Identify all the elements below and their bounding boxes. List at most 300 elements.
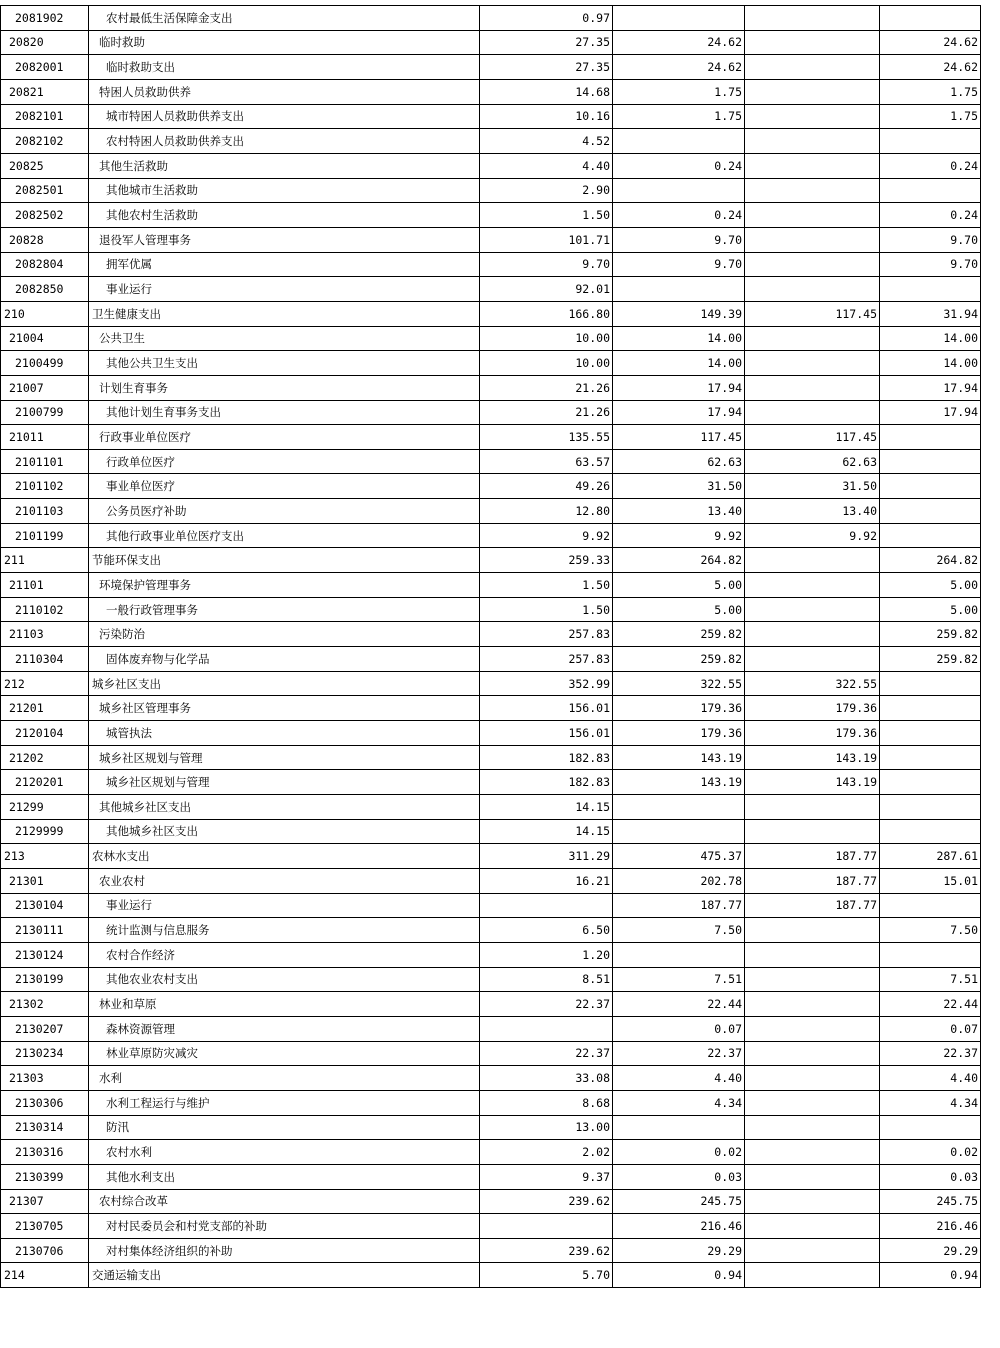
- value-cell-col1: 239.62: [480, 1189, 613, 1214]
- value-cell-col1: 4.52: [480, 129, 613, 154]
- value-cell-col2: 143.19: [613, 770, 745, 795]
- table-row: [1, 449, 981, 474]
- value-cell-col4: 1.75: [880, 79, 981, 104]
- value-cell-col4: 245.75: [880, 1189, 981, 1214]
- value-cell-col2: [613, 942, 745, 967]
- value-cell-col3: [745, 942, 880, 967]
- account-name-cell: 事业运行: [89, 893, 480, 918]
- account-name-cell: 计划生育事务: [89, 375, 480, 400]
- table-row: [1, 30, 981, 55]
- value-cell-col2: 1.75: [613, 79, 745, 104]
- value-cell-col3: [745, 252, 880, 277]
- value-cell-col2: 24.62: [613, 30, 745, 55]
- value-cell-col1: 22.37: [480, 1041, 613, 1066]
- table-row: [1, 104, 981, 129]
- value-cell-col1: 311.29: [480, 844, 613, 869]
- account-code-cell: 21201: [1, 696, 89, 721]
- account-code-cell: 21007: [1, 375, 89, 400]
- value-cell-col1: 156.01: [480, 721, 613, 746]
- account-name-cell: 拥军优属: [89, 252, 480, 277]
- table-row: [1, 844, 981, 869]
- value-cell-col1: 166.80: [480, 301, 613, 326]
- value-cell-col3: 187.77: [745, 844, 880, 869]
- value-cell-col4: 0.07: [880, 1016, 981, 1041]
- account-name-cell: 城乡社区支出: [89, 671, 480, 696]
- account-code-cell: 2130316: [1, 1140, 89, 1165]
- value-cell-col4: 287.61: [880, 844, 981, 869]
- value-cell-col2: 29.29: [613, 1238, 745, 1263]
- value-cell-col2: 14.00: [613, 351, 745, 376]
- table-row: [1, 499, 981, 524]
- value-cell-col2: 322.55: [613, 671, 745, 696]
- table-body: [1, 6, 981, 1288]
- value-cell-col2: 31.50: [613, 474, 745, 499]
- value-cell-col4: 0.24: [880, 153, 981, 178]
- account-name-cell: 城乡社区规划与管理: [89, 770, 480, 795]
- value-cell-col2: 0.24: [613, 153, 745, 178]
- value-cell-col1: 14.15: [480, 819, 613, 844]
- value-cell-col2: 4.34: [613, 1090, 745, 1115]
- value-cell-col3: [745, 203, 880, 228]
- account-name-cell: 环境保护管理事务: [89, 573, 480, 598]
- value-cell-col3: 117.45: [745, 425, 880, 450]
- value-cell-col1: 10.16: [480, 104, 613, 129]
- account-code-cell: 21103: [1, 622, 89, 647]
- value-cell-col2: 179.36: [613, 721, 745, 746]
- value-cell-col3: [745, 104, 880, 129]
- account-name-cell: 农村特困人员救助供养支出: [89, 129, 480, 154]
- account-code-cell: 21301: [1, 868, 89, 893]
- account-name-cell: 其他水利支出: [89, 1164, 480, 1189]
- value-cell-col4: 5.00: [880, 597, 981, 622]
- value-cell-col1: 1.20: [480, 942, 613, 967]
- value-cell-col2: 0.02: [613, 1140, 745, 1165]
- value-cell-col1: 2.02: [480, 1140, 613, 1165]
- value-cell-col3: [745, 227, 880, 252]
- account-name-cell: 退役军人管理事务: [89, 227, 480, 252]
- account-name-cell: 卫生健康支出: [89, 301, 480, 326]
- value-cell-col3: [745, 375, 880, 400]
- value-cell-col3: 62.63: [745, 449, 880, 474]
- value-cell-col1: [480, 1016, 613, 1041]
- value-cell-col1: 33.08: [480, 1066, 613, 1091]
- table-row: [1, 795, 981, 820]
- table-row: [1, 178, 981, 203]
- account-name-cell: 对村民委员会和村党支部的补助: [89, 1214, 480, 1239]
- value-cell-col2: 187.77: [613, 893, 745, 918]
- value-cell-col4: [880, 425, 981, 450]
- value-cell-col4: 1.75: [880, 104, 981, 129]
- value-cell-col2: 179.36: [613, 696, 745, 721]
- value-cell-col3: [745, 573, 880, 598]
- value-cell-col4: 264.82: [880, 548, 981, 573]
- value-cell-col1: 16.21: [480, 868, 613, 893]
- account-code-cell: 21303: [1, 1066, 89, 1091]
- table-row: [1, 696, 981, 721]
- account-code-cell: 2130705: [1, 1214, 89, 1239]
- value-cell-col2: 22.37: [613, 1041, 745, 1066]
- value-cell-col1: 182.83: [480, 770, 613, 795]
- account-code-cell: 2130706: [1, 1238, 89, 1263]
- value-cell-col4: [880, 942, 981, 967]
- value-cell-col2: 17.94: [613, 375, 745, 400]
- account-name-cell: 临时救助: [89, 30, 480, 55]
- account-name-cell: 固体废弃物与化学品: [89, 647, 480, 672]
- value-cell-col4: 5.00: [880, 573, 981, 598]
- value-cell-col4: [880, 671, 981, 696]
- value-cell-col3: 187.77: [745, 893, 880, 918]
- account-name-cell: 其他农业农村支出: [89, 967, 480, 992]
- value-cell-col2: 259.82: [613, 647, 745, 672]
- table-row: [1, 992, 981, 1017]
- value-cell-col3: 187.77: [745, 868, 880, 893]
- value-cell-col4: [880, 474, 981, 499]
- account-name-cell: 交通运输支出: [89, 1263, 480, 1288]
- value-cell-col4: [880, 893, 981, 918]
- value-cell-col1: 1.50: [480, 597, 613, 622]
- table-row: [1, 6, 981, 31]
- value-cell-col4: 17.94: [880, 375, 981, 400]
- account-code-cell: 21299: [1, 795, 89, 820]
- account-name-cell: 特困人员救助供养: [89, 79, 480, 104]
- value-cell-col2: 62.63: [613, 449, 745, 474]
- value-cell-col3: [745, 622, 880, 647]
- value-cell-col2: [613, 178, 745, 203]
- table-row: [1, 301, 981, 326]
- value-cell-col3: [745, 178, 880, 203]
- value-cell-col4: 7.50: [880, 918, 981, 943]
- table-row: [1, 129, 981, 154]
- account-name-cell: 公共卫生: [89, 326, 480, 351]
- table-row: [1, 277, 981, 302]
- account-code-cell: 2130124: [1, 942, 89, 967]
- value-cell-col1: 92.01: [480, 277, 613, 302]
- value-cell-col3: [745, 548, 880, 573]
- account-code-cell: 2082101: [1, 104, 89, 129]
- value-cell-col4: 24.62: [880, 55, 981, 80]
- account-code-cell: 20821: [1, 79, 89, 104]
- table-row: [1, 770, 981, 795]
- value-cell-col2: 7.50: [613, 918, 745, 943]
- value-cell-col4: 17.94: [880, 400, 981, 425]
- value-cell-col2: 14.00: [613, 326, 745, 351]
- value-cell-col2: 149.39: [613, 301, 745, 326]
- table-row: [1, 1238, 981, 1263]
- value-cell-col1: 14.68: [480, 79, 613, 104]
- table-row: [1, 573, 981, 598]
- account-name-cell: 城乡社区管理事务: [89, 696, 480, 721]
- account-name-cell: 事业单位医疗: [89, 474, 480, 499]
- account-code-cell: 21011: [1, 425, 89, 450]
- table-row: [1, 548, 981, 573]
- value-cell-col4: 31.94: [880, 301, 981, 326]
- table-row: [1, 1066, 981, 1091]
- table-row: [1, 1016, 981, 1041]
- value-cell-col1: 49.26: [480, 474, 613, 499]
- value-cell-col1: 21.26: [480, 375, 613, 400]
- account-name-cell: 行政事业单位医疗: [89, 425, 480, 450]
- account-name-cell: 其他行政事业单位医疗支出: [89, 523, 480, 548]
- value-cell-col3: 143.19: [745, 745, 880, 770]
- value-cell-col4: 0.94: [880, 1263, 981, 1288]
- value-cell-col1: 182.83: [480, 745, 613, 770]
- value-cell-col1: 239.62: [480, 1238, 613, 1263]
- value-cell-col2: 5.00: [613, 573, 745, 598]
- value-cell-col1: 2.90: [480, 178, 613, 203]
- account-code-cell: 21307: [1, 1189, 89, 1214]
- table-row: [1, 597, 981, 622]
- value-cell-col3: [745, 819, 880, 844]
- value-cell-col3: [745, 1140, 880, 1165]
- account-code-cell: 210: [1, 301, 89, 326]
- value-cell-col3: 117.45: [745, 301, 880, 326]
- account-code-cell: 2120104: [1, 721, 89, 746]
- table-row: [1, 79, 981, 104]
- account-name-cell: 污染防治: [89, 622, 480, 647]
- account-name-cell: 农村最低生活保障金支出: [89, 6, 480, 31]
- value-cell-col4: 22.44: [880, 992, 981, 1017]
- account-name-cell: 防汛: [89, 1115, 480, 1140]
- table-row: [1, 203, 981, 228]
- value-cell-col1: 22.37: [480, 992, 613, 1017]
- account-code-cell: 2130399: [1, 1164, 89, 1189]
- account-name-cell: 农村合作经济: [89, 942, 480, 967]
- value-cell-col4: [880, 129, 981, 154]
- value-cell-col3: [745, 1263, 880, 1288]
- account-name-cell: 其他农村生活救助: [89, 203, 480, 228]
- value-cell-col3: 9.92: [745, 523, 880, 548]
- table-row: [1, 1214, 981, 1239]
- value-cell-col1: 21.26: [480, 400, 613, 425]
- table-row: [1, 745, 981, 770]
- value-cell-col3: [745, 1238, 880, 1263]
- value-cell-col4: [880, 696, 981, 721]
- table-row: [1, 153, 981, 178]
- value-cell-col3: [745, 967, 880, 992]
- value-cell-col2: 4.40: [613, 1066, 745, 1091]
- value-cell-col3: [745, 1115, 880, 1140]
- value-cell-col3: 179.36: [745, 696, 880, 721]
- account-code-cell: 2081902: [1, 6, 89, 31]
- account-name-cell: 对村集体经济组织的补助: [89, 1238, 480, 1263]
- account-name-cell: 城市特困人员救助供养支出: [89, 104, 480, 129]
- value-cell-col3: [745, 400, 880, 425]
- value-cell-col4: 22.37: [880, 1041, 981, 1066]
- value-cell-col1: 27.35: [480, 30, 613, 55]
- value-cell-col4: 4.40: [880, 1066, 981, 1091]
- table-row: [1, 351, 981, 376]
- value-cell-col3: [745, 795, 880, 820]
- value-cell-col2: 0.07: [613, 1016, 745, 1041]
- account-name-cell: 其他公共卫生支出: [89, 351, 480, 376]
- account-name-cell: 农业农村: [89, 868, 480, 893]
- account-code-cell: 2130111: [1, 918, 89, 943]
- value-cell-col2: 0.03: [613, 1164, 745, 1189]
- account-name-cell: 林业草原防灾减灾: [89, 1041, 480, 1066]
- value-cell-col4: 0.03: [880, 1164, 981, 1189]
- value-cell-col2: [613, 6, 745, 31]
- value-cell-col1: 1.50: [480, 203, 613, 228]
- value-cell-col4: 0.02: [880, 1140, 981, 1165]
- value-cell-col3: [745, 647, 880, 672]
- table-row: [1, 1263, 981, 1288]
- budget-expenditure-table: [0, 5, 981, 1288]
- account-code-cell: 2130314: [1, 1115, 89, 1140]
- table-row: [1, 1115, 981, 1140]
- value-cell-col2: [613, 819, 745, 844]
- table-row: [1, 1090, 981, 1115]
- account-name-cell: 农村综合改革: [89, 1189, 480, 1214]
- value-cell-col4: 259.82: [880, 622, 981, 647]
- value-cell-col4: 4.34: [880, 1090, 981, 1115]
- value-cell-col4: 216.46: [880, 1214, 981, 1239]
- account-name-cell: 农村水利: [89, 1140, 480, 1165]
- value-cell-col3: [745, 1164, 880, 1189]
- account-name-cell: 其他城乡社区支出: [89, 819, 480, 844]
- value-cell-col3: [745, 351, 880, 376]
- value-cell-col2: 7.51: [613, 967, 745, 992]
- account-code-cell: 2101103: [1, 499, 89, 524]
- account-code-cell: 2129999: [1, 819, 89, 844]
- account-name-cell: 水利工程运行与维护: [89, 1090, 480, 1115]
- table-row: [1, 671, 981, 696]
- table-row: [1, 918, 981, 943]
- value-cell-col4: [880, 277, 981, 302]
- value-cell-col1: 0.97: [480, 6, 613, 31]
- account-name-cell: 森林资源管理: [89, 1016, 480, 1041]
- account-code-cell: 21202: [1, 745, 89, 770]
- value-cell-col4: 9.70: [880, 227, 981, 252]
- value-cell-col1: 27.35: [480, 55, 613, 80]
- account-code-cell: 214: [1, 1263, 89, 1288]
- value-cell-col4: [880, 6, 981, 31]
- value-cell-col1: 135.55: [480, 425, 613, 450]
- account-code-cell: 21302: [1, 992, 89, 1017]
- value-cell-col1: 259.33: [480, 548, 613, 573]
- value-cell-col3: [745, 79, 880, 104]
- table-row: [1, 1140, 981, 1165]
- account-name-cell: 其他城市生活救助: [89, 178, 480, 203]
- table-row: [1, 942, 981, 967]
- table-row: [1, 647, 981, 672]
- account-code-cell: 2100499: [1, 351, 89, 376]
- account-code-cell: 2130234: [1, 1041, 89, 1066]
- value-cell-col2: 245.75: [613, 1189, 745, 1214]
- table-row: [1, 819, 981, 844]
- value-cell-col4: 0.24: [880, 203, 981, 228]
- table-row: [1, 375, 981, 400]
- value-cell-col3: [745, 6, 880, 31]
- value-cell-col2: 9.70: [613, 227, 745, 252]
- value-cell-col4: 14.00: [880, 351, 981, 376]
- value-cell-col2: [613, 795, 745, 820]
- value-cell-col2: 0.24: [613, 203, 745, 228]
- account-code-cell: 213: [1, 844, 89, 869]
- table-row: [1, 523, 981, 548]
- value-cell-col1: 12.80: [480, 499, 613, 524]
- budget-table-container: [0, 5, 981, 1288]
- value-cell-col2: 259.82: [613, 622, 745, 647]
- account-code-cell: 2082501: [1, 178, 89, 203]
- value-cell-col4: [880, 745, 981, 770]
- value-cell-col1: 10.00: [480, 326, 613, 351]
- account-name-cell: 城乡社区规划与管理: [89, 745, 480, 770]
- value-cell-col3: 31.50: [745, 474, 880, 499]
- value-cell-col4: 7.51: [880, 967, 981, 992]
- value-cell-col3: [745, 1041, 880, 1066]
- value-cell-col3: [745, 1214, 880, 1239]
- value-cell-col4: [880, 499, 981, 524]
- account-code-cell: 211: [1, 548, 89, 573]
- value-cell-col1: 1.50: [480, 573, 613, 598]
- account-code-cell: 2082001: [1, 55, 89, 80]
- value-cell-col4: [880, 449, 981, 474]
- account-code-cell: 2130104: [1, 893, 89, 918]
- value-cell-col1: 257.83: [480, 647, 613, 672]
- table-row: [1, 227, 981, 252]
- value-cell-col2: 202.78: [613, 868, 745, 893]
- value-cell-col1: 14.15: [480, 795, 613, 820]
- account-name-cell: 行政单位医疗: [89, 449, 480, 474]
- value-cell-col1: 10.00: [480, 351, 613, 376]
- value-cell-col2: [613, 277, 745, 302]
- value-cell-col2: 5.00: [613, 597, 745, 622]
- value-cell-col3: [745, 129, 880, 154]
- value-cell-col1: 156.01: [480, 696, 613, 721]
- value-cell-col1: 8.68: [480, 1090, 613, 1115]
- value-cell-col2: 24.62: [613, 55, 745, 80]
- account-code-cell: 2110102: [1, 597, 89, 622]
- value-cell-col1: [480, 1214, 613, 1239]
- value-cell-col4: [880, 178, 981, 203]
- value-cell-col1: 13.00: [480, 1115, 613, 1140]
- table-row: [1, 252, 981, 277]
- table-row: [1, 1041, 981, 1066]
- table-row: [1, 868, 981, 893]
- value-cell-col2: 0.94: [613, 1263, 745, 1288]
- table-row: [1, 326, 981, 351]
- value-cell-col1: 352.99: [480, 671, 613, 696]
- table-row: [1, 721, 981, 746]
- value-cell-col3: 322.55: [745, 671, 880, 696]
- value-cell-col1: 257.83: [480, 622, 613, 647]
- table-row: [1, 1164, 981, 1189]
- account-name-cell: 其他计划生育事务支出: [89, 400, 480, 425]
- account-code-cell: 2082850: [1, 277, 89, 302]
- account-code-cell: 2100799: [1, 400, 89, 425]
- account-name-cell: 临时救助支出: [89, 55, 480, 80]
- value-cell-col1: 63.57: [480, 449, 613, 474]
- value-cell-col3: [745, 1090, 880, 1115]
- value-cell-col3: 143.19: [745, 770, 880, 795]
- value-cell-col2: 17.94: [613, 400, 745, 425]
- value-cell-col1: 9.70: [480, 252, 613, 277]
- value-cell-col4: 15.01: [880, 868, 981, 893]
- account-name-cell: 其他城乡社区支出: [89, 795, 480, 820]
- value-cell-col3: [745, 55, 880, 80]
- value-cell-col3: [745, 597, 880, 622]
- account-code-cell: 2082804: [1, 252, 89, 277]
- account-code-cell: 2130306: [1, 1090, 89, 1115]
- account-code-cell: 2101199: [1, 523, 89, 548]
- value-cell-col1: 4.40: [480, 153, 613, 178]
- value-cell-col2: 143.19: [613, 745, 745, 770]
- value-cell-col3: [745, 153, 880, 178]
- account-code-cell: 20820: [1, 30, 89, 55]
- value-cell-col1: 9.37: [480, 1164, 613, 1189]
- value-cell-col4: [880, 795, 981, 820]
- account-code-cell: 2110304: [1, 647, 89, 672]
